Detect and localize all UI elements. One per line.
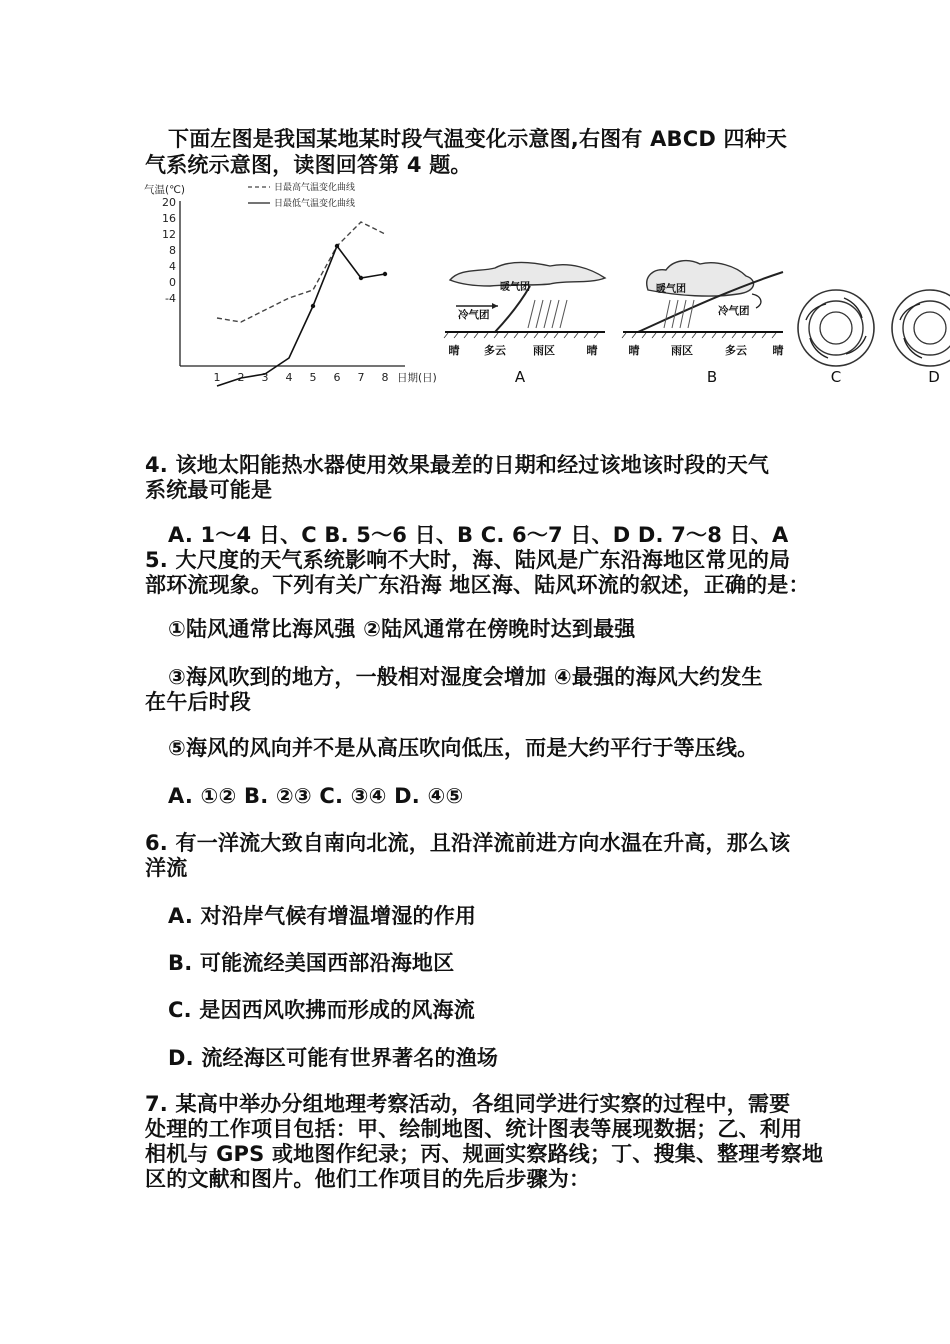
x-tick: 1 [213, 371, 221, 384]
arrow-head [492, 303, 498, 309]
panel-a-warm-label: 暖气团 [500, 282, 530, 293]
panel-d-anticyclone [892, 290, 950, 386]
ground-label: 晴 [772, 344, 784, 357]
low-temp-point [335, 244, 339, 248]
panel-a-cold-front [444, 263, 605, 387]
ground-label: 雨区 [533, 344, 555, 357]
panel-c-cyclone [798, 290, 874, 386]
ground-label: 晴 [586, 344, 598, 357]
q4-stem-line-1: 4. 该地太阳能热水器使用效果最差的日期和经过该地该时段的天气 [145, 453, 770, 477]
rain-streaks [528, 300, 567, 328]
temperature-chart [140, 176, 440, 391]
q5-stem-line-1: 5. 大尺度的天气系统影响不大时，海、陆风是广东沿海地区常见的局 [145, 548, 791, 572]
q6-stem-line-1: 6. 有一洋流大致自南向北流，且沿洋流前进方向水温在升高，那么该 [145, 831, 791, 855]
y-tick: -4 [165, 292, 176, 305]
panel-a-letter: A [514, 368, 526, 386]
wind-arrow [752, 294, 761, 308]
weather-systems-figure [440, 250, 950, 390]
y-tick: 16 [162, 212, 176, 225]
low-temp-line [217, 246, 385, 386]
x-tick: 7 [357, 371, 365, 384]
q4-stem-line-2: 系统最可能是 [145, 478, 273, 502]
y-tick: 8 [169, 244, 176, 257]
x-tick: 3 [261, 371, 269, 384]
panel-b-letter: B [706, 368, 718, 386]
intro-line-2: 气系统示意图，读图回答第 4 题。 [145, 153, 472, 177]
x-tick: 2 [237, 371, 245, 384]
panel-b-cold-label: 冷气团 [718, 305, 750, 317]
q7-line-4: 区的文献和图片。他们工作项目的先后步骤为： [145, 1167, 591, 1191]
ground-label: 晴 [628, 344, 640, 357]
q5-options: A. ①② B. ②③ C. ③④ D. ④⑤ [168, 784, 464, 808]
q7-line-1: 7. 某高中举办分组地理考察活动，各组同学进行实察的过程中，需要 [145, 1092, 791, 1116]
ground-label: 多云 [725, 344, 747, 357]
q6-option-a: A. 对沿岸气候有增温增湿的作用 [168, 904, 477, 928]
swirl-arrows [806, 298, 866, 358]
q5-statement-3-4: ③海风吹到的地方，一般相对湿度会增加 ④最强的海风大约发生 [168, 665, 763, 689]
q7-line-3: 相机与 GPS 或地图作纪录；丙、规画实察路线；丁、搜集、整理考察地 [145, 1142, 824, 1166]
x-ticks [214, 371, 389, 384]
q6-option-b: B. 可能流经美国西部沿海地区 [168, 951, 455, 975]
ground-label: 多云 [484, 344, 506, 357]
q7-line-2: 处理的工作项目包括：甲、绘制地图、统计图表等展现数据；乙、利用 [145, 1117, 803, 1141]
intro-line-1: 下面左图是我国某地某时段气温变化示意图,右图有 ABCD 四种天 [168, 127, 788, 151]
low-temp-point [359, 276, 363, 280]
ground-label: 晴 [448, 344, 460, 357]
panel-b-warm-front [622, 261, 784, 386]
x-tick: 8 [381, 371, 389, 384]
x-tick: 6 [333, 371, 341, 384]
ground-label: 雨区 [671, 344, 693, 357]
panel-b-warm-label: 暖气团 [656, 284, 686, 295]
x-tick: 4 [285, 371, 293, 384]
q5-statement-1-2: ①陆风通常比海风强 ②陆风通常在傍晚时达到最强 [168, 617, 636, 641]
low-temp-point [311, 304, 315, 308]
q6-stem-line-2: 洋流 [145, 856, 188, 880]
q5-statement-5: ⑤海风的风向并不是从高压吹向低压，而是大约平行于等压线。 [168, 736, 759, 760]
y-tick: 20 [162, 196, 176, 209]
legend-low-label: 日最低气温变化曲线 [274, 199, 356, 209]
y-axis-title: 气温(℃) [144, 184, 185, 196]
x-tick: 5 [309, 371, 317, 384]
panel-c-letter: C [830, 368, 842, 386]
panel-a-cold-label: 冷气团 [458, 309, 490, 321]
q5-statement-3-4-cont: 在午后时段 [145, 690, 251, 714]
ground-hatch [622, 333, 776, 338]
x-axis-title: 日期(日) [397, 372, 437, 384]
q6-option-c: C. 是因西风吹拂而形成的风海流 [168, 998, 475, 1022]
y-tick: 4 [169, 260, 176, 273]
q6-option-d: D. 流经海区可能有世界著名的渔场 [168, 1046, 499, 1070]
ground-hatch [444, 333, 598, 338]
high-temp-line [217, 222, 385, 322]
q5-stem-line-2: 部环流现象。下列有关广东沿海 地区海、陆风环流的叙述，正确的是： [145, 573, 810, 597]
legend-high-label: 日最高气温变化曲线 [274, 183, 356, 193]
q4-options: A. 1～4 日、C B. 5～6 日、B C. 6～7 日、D D. 7～8 日、A [168, 523, 789, 547]
panel-d-letter: D [928, 368, 940, 386]
y-tick: 0 [169, 276, 176, 289]
y-tick: 12 [162, 228, 176, 241]
y-ticks [162, 196, 176, 305]
low-temp-point [383, 272, 387, 276]
